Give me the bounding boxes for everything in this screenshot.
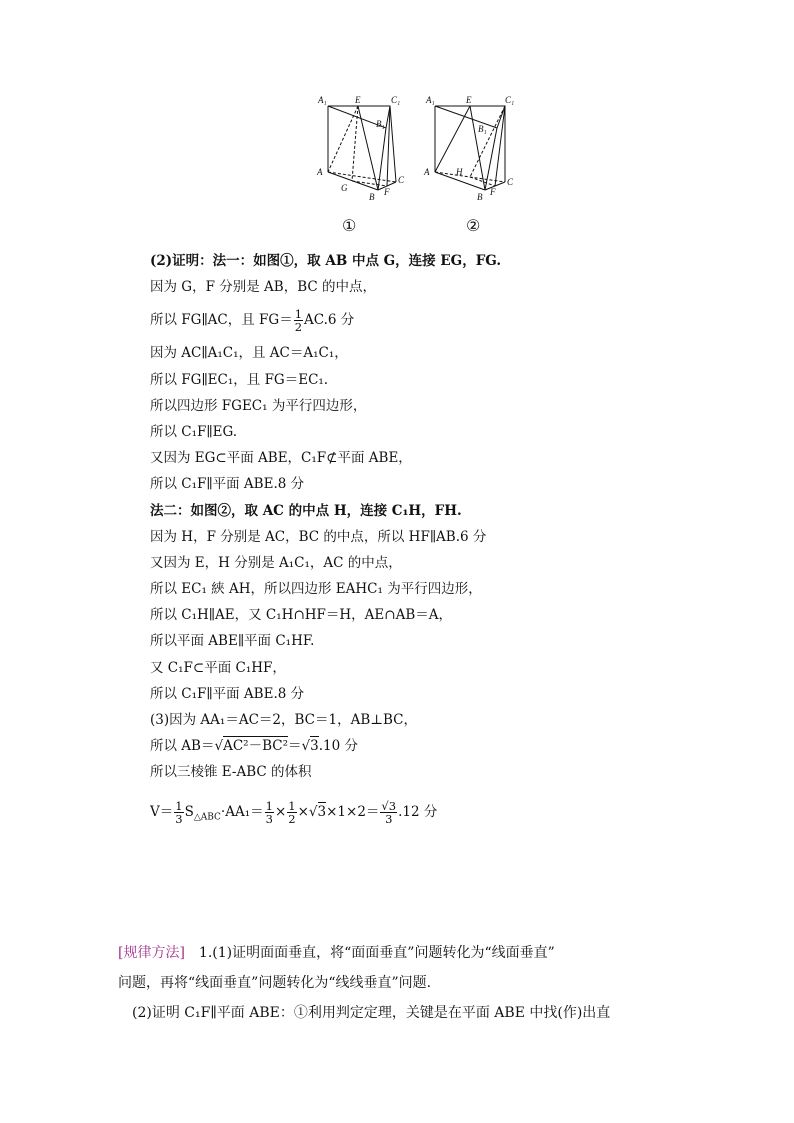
method-paragraph xyxy=(118,938,678,1028)
figure-caption-2: ② xyxy=(466,216,481,235)
method-line: (2)证明 C₁F∥平面 ABE：①利用判定定理，关键是在平面 ABE 中找(作)出直 xyxy=(118,1005,611,1021)
proof-line: (2)证明：法一：如图①，取 AB 中点 G，连接 EG，FG. xyxy=(150,253,502,269)
proof-line: 因为 AC∥A₁C₁，且 AC＝A₁C₁， xyxy=(150,345,348,362)
fig1-label-e: E xyxy=(355,95,361,105)
method-line: 问题，再将“线面垂直”问题转化为“线线垂直”问题. xyxy=(118,975,432,991)
proof-line: (3)因为 AA₁＝AC＝2，BC＝1，AB⊥BC， xyxy=(150,712,417,728)
proof-line: 所以三棱锥 E-ABC 的体积 xyxy=(150,764,312,781)
proof-line: 因为 H，F 分别是 AC，BC 的中点，所以 HF∥AB.6 分 xyxy=(150,528,487,545)
fig2-label-c1: C₁ xyxy=(505,95,515,105)
proof-line: 又 C₁F⊂平面 C₁HF， xyxy=(150,659,286,676)
proof-line: 所以 C₁F∥EG. xyxy=(150,423,238,440)
prism-diagrams-svg xyxy=(300,88,530,238)
proof-line: 所以 C₁F∥平面 ABE.8 分 xyxy=(150,476,305,493)
prism-figure-1 xyxy=(328,106,396,190)
fig1-label-g: G xyxy=(341,183,348,193)
proof-line: 所以平面 ABE∥平面 C₁HF. xyxy=(150,633,315,650)
proof-line: 又因为 E，H 分别是 A₁C₁，AC 的中点， xyxy=(150,554,402,571)
solution-body xyxy=(150,248,710,838)
proof-line: 又因为 EG⊂平面 ABE，C₁F⊄平面 ABE， xyxy=(150,450,412,467)
method-line: [规律方法] 1.(1)证明面面垂直，将“面面垂直”问题转化为“线面垂直” xyxy=(118,945,555,961)
fig2-label-a1: A₁ xyxy=(426,95,435,105)
volume-formula: V＝ $\frac{1}{3}$ $S_{\triangle ABC}\cdot AA_1=$ $\frac{1}{3}$ × $\frac{1}{2}$ ×√3×1×2＝ $\frac{√3}{3}$ .12 分 xyxy=(150,798,438,826)
fig1-label-a: A xyxy=(317,167,323,177)
proof-line: 所以 FG∥EC₁，且 FG＝EC₁. xyxy=(150,371,329,388)
proof-line: 所以 C₁H∥AE，又 C₁H∩HF＝H，AE∩AB＝A， xyxy=(150,607,453,624)
proof-line: 法二：如图②，取 AC 的中点 H，连接 C₁H，FH. xyxy=(150,502,462,519)
fig1-label-f: F xyxy=(384,187,390,197)
figure-caption-1: ① xyxy=(342,216,357,235)
fig2-label-b: B xyxy=(477,192,483,202)
fig2-label-h: H xyxy=(456,167,463,177)
fig2-label-b1: B₁ xyxy=(478,124,487,134)
fig1-label-b: B xyxy=(369,192,375,202)
proof-line-ab-sqrt: 所以 AB＝√AC²－BC²＝√3.10 分 xyxy=(150,738,358,755)
proof-line: 所以 C₁F∥平面 ABE.8 分 xyxy=(150,685,305,702)
fig2-label-e: E xyxy=(466,95,472,105)
proof-line: 因为 G，F 分别是 AB，BC 的中点， xyxy=(150,279,376,296)
fig1-label-c: C xyxy=(398,175,405,185)
proof-line: 所以四边形 FGEC₁ 为平行四边形， xyxy=(150,397,367,414)
proof-line-fg-fraction: 所以 FG∥AC，且 FG＝ $\frac{1}{2}$ AC.6 分 xyxy=(150,307,355,335)
fig1-label-c1: C₁ xyxy=(391,95,401,105)
fig2-label-c: C xyxy=(507,177,514,187)
fig1-label-a1: A₁ xyxy=(318,95,327,105)
fraction-half: $\frac{1}{2}$ xyxy=(294,307,303,335)
fig1-label-b1: B₁ xyxy=(376,119,385,129)
fig2-label-f: F xyxy=(490,187,496,197)
method-tag: [规律方法] xyxy=(118,945,185,961)
prism-figures xyxy=(300,88,530,238)
prism-figure-2 xyxy=(435,106,505,190)
fig2-label-a: A xyxy=(424,167,430,177)
proof-line: 所以 EC₁ 綊 AH，所以四边形 EAHC₁ 为平行四边形， xyxy=(150,581,482,598)
